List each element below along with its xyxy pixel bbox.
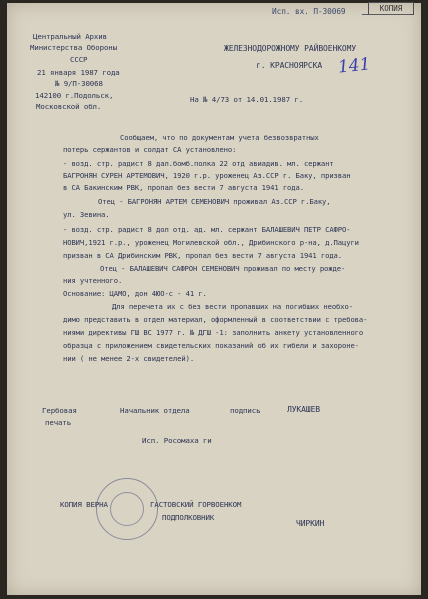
body-line-8: - возд. стр. радист 8 дол отд. ад. мл. сержант БАЛАШЕВИЧ ПЕТР САФРО-: [63, 225, 351, 234]
commissar-line-4: ПОДПОЛКОВНИК: [162, 513, 215, 522]
signature-label: подпись: [230, 406, 261, 415]
body-line-11: Отец - БАЛАШЕВИЧ САФРОН СЕМЕНОВИЧ проживал по месту рожде-: [100, 264, 346, 273]
copy-true-label: КОПИЯ ВЕРНА: [60, 500, 108, 509]
body-line-3: - возд. стр. радист 8 дал.бомб.полка 22 отд авиадив. мл. сержант: [63, 159, 334, 168]
body-line-4: БАГРОНЯН СУРЕН АРТЕМОВИЧ, 1920 г.р. уроженец Аз.ССР г. Баку, призван: [63, 171, 351, 180]
copy-divider: [362, 14, 410, 15]
executor-note: Исп. Росомаха ги: [142, 436, 212, 445]
body-line-18: нии ( не менее 2-х свидетелей).: [63, 354, 195, 363]
body-line-1: Сообщаем, что по документам учета безвозвратных: [120, 133, 319, 142]
body-line-15: димо представить в отдел материал, оформленный в соответствии с требова-: [63, 315, 368, 324]
addressee-line-1: ЖЕЛЕЗНОДОРОЖНОМУ РАЙВОЕНКОМУ: [224, 44, 357, 53]
body-line-14: Для перечета их с без вести пропавших на погибших необхо-: [112, 302, 353, 311]
left-block-line-2: Министерства Обороны: [30, 43, 117, 52]
body-line-6: Отец - БАГРОНЯН АРТЕМ СЕМЕНОВИЧ проживал Аз.ССР г.Баку,: [98, 197, 331, 206]
body-line-9: НОВИЧ,1921 г.р., уроженец Могилевской обл., Дрибинского р-на, д.Пацуги: [63, 238, 359, 247]
body-line-2: потерь сержантов и солдат СА установлено:: [63, 145, 237, 154]
body-line-7: ул. Зевина.: [63, 210, 110, 219]
body-line-16: ниями директивы ГШ ВС 1977 г. № ДГШ -1: заполнить анкету установленного: [63, 328, 364, 337]
commissar-line-3: ГАСТОВСКИЙ ГОРВОЕНКОМ: [150, 500, 242, 509]
left-block-postcode: 142100 г.Подольск,: [35, 91, 114, 100]
addressee-line-2: г. КРАСНОЯРСКА: [256, 61, 323, 70]
left-block-region: Московской обл.: [36, 102, 102, 111]
second-signer-name: ЧИРКИН: [296, 519, 325, 528]
incoming-reference: Исп. вх. П-30069: [272, 7, 346, 16]
signer-name: ЛУКАШЕВ: [287, 405, 321, 414]
body-line-10: призван в СА Дрибинским РВК, пропал без вести 7 августа 1941 года.: [63, 251, 342, 260]
seal-label-1: Гербовая: [42, 406, 77, 415]
left-block-line-3: СССР: [70, 55, 88, 64]
body-line-5: в СА Бакинским РВК, пропал без вести 7 августа 1941 года.: [63, 183, 304, 192]
body-line-13: Основание: ЦАМО, дон 4ЮО-с - 41 г.: [63, 289, 207, 298]
copy-label: КОПИЯ: [368, 2, 414, 15]
left-block-number: № 9/П-30068: [55, 79, 103, 88]
reference-line: На № 4/73 от 14.01.1987 г.: [190, 95, 304, 104]
position-title: Начальник отдела: [120, 406, 190, 415]
left-block-date: 21 января 1987 года: [37, 68, 120, 77]
round-seal-center: [110, 492, 144, 526]
body-line-17: образца с приложением свидетельских показаний об их гибели и захороне-: [63, 341, 359, 350]
seal-label-2: печать: [45, 418, 72, 427]
body-line-12: ния учтенного.: [63, 276, 123, 285]
left-block-line-1: Центральный Архив: [33, 32, 107, 41]
handwritten-registration-number: 141: [337, 54, 372, 78]
